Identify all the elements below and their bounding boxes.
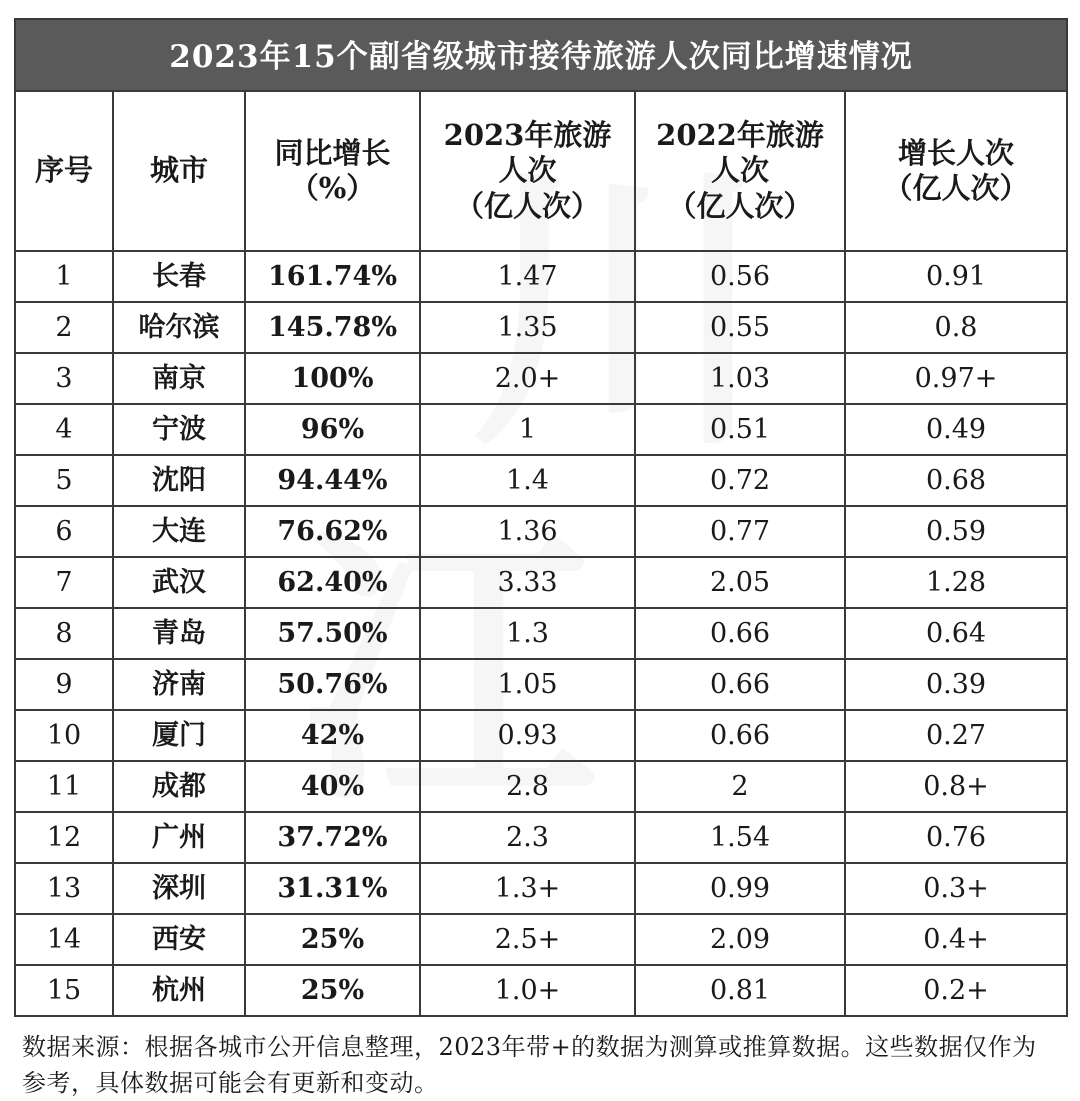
cell-2023-visits: 1.0+ xyxy=(420,965,635,1016)
cell-visit-growth: 0.8+ xyxy=(845,761,1067,812)
table-row xyxy=(15,914,1067,965)
column-header-city xyxy=(113,91,245,251)
cell-growth-pct: 25% xyxy=(245,965,420,1016)
cell-2023-visits: 2.8 xyxy=(420,761,635,812)
cell-growth-pct: 31.31% xyxy=(245,863,420,914)
header-line: 人次 xyxy=(498,153,557,188)
table-row xyxy=(15,710,1067,761)
cell-index: 3 xyxy=(15,353,113,404)
header-line: 同比增长 xyxy=(274,135,391,170)
cell-index: 14 xyxy=(15,914,113,965)
cell-city: 杭州 xyxy=(113,965,245,1016)
header-line: 增长人次 xyxy=(898,135,1015,170)
table-row xyxy=(15,965,1067,1016)
cell-visit-growth: 0.39 xyxy=(845,659,1067,710)
page-title: 2023年15个副省级城市接待旅游人次同比增速情况 xyxy=(15,19,1067,91)
cell-city: 广州 xyxy=(113,812,245,863)
table-row xyxy=(15,353,1067,404)
table-body xyxy=(15,251,1067,1016)
cell-2022-visits: 0.66 xyxy=(635,608,845,659)
cell-2022-visits: 1.03 xyxy=(635,353,845,404)
table-row xyxy=(15,251,1067,302)
cell-city: 大连 xyxy=(113,506,245,557)
column-header-2022-visits xyxy=(635,91,845,251)
cell-2022-visits: 0.66 xyxy=(635,659,845,710)
cell-visit-growth: 0.27 xyxy=(845,710,1067,761)
table-row xyxy=(15,863,1067,914)
table-row xyxy=(15,608,1067,659)
cell-visit-growth: 0.76 xyxy=(845,812,1067,863)
cell-index: 5 xyxy=(15,455,113,506)
cell-visit-growth: 0.91 xyxy=(845,251,1067,302)
table-row xyxy=(15,404,1067,455)
cell-growth-pct: 37.72% xyxy=(245,812,420,863)
cell-2022-visits: 2 xyxy=(635,761,845,812)
cell-2022-visits: 0.72 xyxy=(635,455,845,506)
cell-city: 青岛 xyxy=(113,608,245,659)
cell-growth-pct: 145.78% xyxy=(245,302,420,353)
cell-2023-visits: 2.3 xyxy=(420,812,635,863)
cell-index: 8 xyxy=(15,608,113,659)
cell-visit-growth: 0.49 xyxy=(845,404,1067,455)
cell-growth-pct: 57.50% xyxy=(245,608,420,659)
cell-index: 9 xyxy=(15,659,113,710)
column-header-2023-visits xyxy=(420,91,635,251)
header-line: （亿人次） xyxy=(454,188,600,223)
source-footnote: 数据来源：根据各城市公开信息整理，2023年带+的数据为测算或推算数据。这些数据仅作为参考，具体数据可能会有更新和变动。 xyxy=(22,1033,1037,1097)
cell-growth-pct: 96% xyxy=(245,404,420,455)
cell-city: 南京 xyxy=(113,353,245,404)
cell-index: 12 xyxy=(15,812,113,863)
table-row xyxy=(15,455,1067,506)
cell-index: 4 xyxy=(15,404,113,455)
cell-2023-visits: 3.33 xyxy=(420,557,635,608)
cell-growth-pct: 42% xyxy=(245,710,420,761)
cell-growth-pct: 40% xyxy=(245,761,420,812)
cell-city: 长春 xyxy=(113,251,245,302)
cell-2023-visits: 2.5+ xyxy=(420,914,635,965)
cell-2023-visits: 1.4 xyxy=(420,455,635,506)
cell-2022-visits: 0.77 xyxy=(635,506,845,557)
cell-index: 1 xyxy=(15,251,113,302)
column-header-index xyxy=(15,91,113,251)
table-row xyxy=(15,557,1067,608)
title-row xyxy=(15,19,1067,91)
cell-index: 7 xyxy=(15,557,113,608)
cell-2023-visits: 2.0+ xyxy=(420,353,635,404)
cell-visit-growth: 0.4+ xyxy=(845,914,1067,965)
table-row xyxy=(15,659,1067,710)
cell-2023-visits: 0.93 xyxy=(420,710,635,761)
cell-city: 厦门 xyxy=(113,710,245,761)
cell-index: 6 xyxy=(15,506,113,557)
cell-index: 13 xyxy=(15,863,113,914)
table-head xyxy=(15,19,1067,251)
header-line: 2022年旅游 xyxy=(656,117,824,152)
column-header-visit-growth xyxy=(845,91,1067,251)
cell-city: 成都 xyxy=(113,761,245,812)
cell-growth-pct: 62.40% xyxy=(245,557,420,608)
header-line: （%） xyxy=(289,171,376,205)
table-row xyxy=(15,506,1067,557)
cell-growth-pct: 100% xyxy=(245,353,420,404)
cell-index: 11 xyxy=(15,761,113,812)
cell-2022-visits: 0.81 xyxy=(635,965,845,1016)
column-header-growth-pct xyxy=(245,91,420,251)
cell-visit-growth: 1.28 xyxy=(845,557,1067,608)
header-line: （亿人次） xyxy=(883,171,1029,205)
cell-growth-pct: 161.74% xyxy=(245,251,420,302)
cell-visit-growth: 0.3+ xyxy=(845,863,1067,914)
cell-visit-growth: 0.97+ xyxy=(845,353,1067,404)
cell-2022-visits: 0.55 xyxy=(635,302,845,353)
cell-2023-visits: 1.47 xyxy=(420,251,635,302)
cell-2023-visits: 1.36 xyxy=(420,506,635,557)
cell-2023-visits: 1.3 xyxy=(420,608,635,659)
header-row xyxy=(15,91,1067,251)
cell-2022-visits: 0.51 xyxy=(635,404,845,455)
cell-index: 2 xyxy=(15,302,113,353)
cell-2022-visits: 2.05 xyxy=(635,557,845,608)
cell-index: 10 xyxy=(15,710,113,761)
header-line: 序号 xyxy=(34,153,93,188)
cell-2022-visits: 1.54 xyxy=(635,812,845,863)
cell-growth-pct: 25% xyxy=(245,914,420,965)
cell-visit-growth: 0.2+ xyxy=(845,965,1067,1016)
cell-2023-visits: 1.05 xyxy=(420,659,635,710)
header-line: （亿人次） xyxy=(667,188,813,223)
cell-2023-visits: 1.3+ xyxy=(420,863,635,914)
cell-city: 济南 xyxy=(113,659,245,710)
cell-visit-growth: 0.68 xyxy=(845,455,1067,506)
cell-2022-visits: 2.09 xyxy=(635,914,845,965)
table-row xyxy=(15,812,1067,863)
cell-2023-visits: 1.35 xyxy=(420,302,635,353)
cell-city: 宁波 xyxy=(113,404,245,455)
cell-2022-visits: 0.56 xyxy=(635,251,845,302)
cell-visit-growth: 0.64 xyxy=(845,608,1067,659)
header-line: 2023年旅游 xyxy=(443,117,612,152)
header-line: 人次 xyxy=(710,153,769,188)
header-line: 城市 xyxy=(149,153,208,188)
cell-visit-growth: 0.59 xyxy=(845,506,1067,557)
cell-2022-visits: 0.99 xyxy=(635,863,845,914)
cell-city: 武汉 xyxy=(113,557,245,608)
table-container xyxy=(14,18,1066,1017)
table-row xyxy=(15,761,1067,812)
statistics-table xyxy=(14,18,1068,1017)
cell-city: 哈尔滨 xyxy=(113,302,245,353)
cell-city: 深圳 xyxy=(113,863,245,914)
cell-visit-growth: 0.8 xyxy=(845,302,1067,353)
cell-growth-pct: 94.44% xyxy=(245,455,420,506)
table-row xyxy=(15,302,1067,353)
cell-2023-visits: 1 xyxy=(420,404,635,455)
cell-city: 沈阳 xyxy=(113,455,245,506)
cell-2022-visits: 0.66 xyxy=(635,710,845,761)
cell-growth-pct: 50.76% xyxy=(245,659,420,710)
cell-growth-pct: 76.62% xyxy=(245,506,420,557)
cell-city: 西安 xyxy=(113,914,245,965)
cell-index: 15 xyxy=(15,965,113,1016)
